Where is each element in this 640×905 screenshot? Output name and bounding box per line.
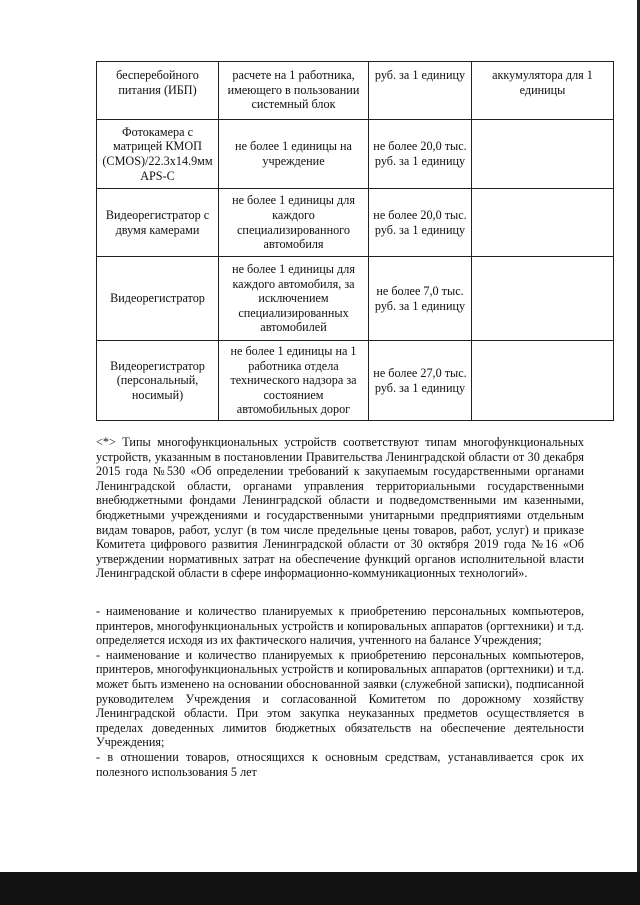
cell-price: не более 7,0 тыс. руб. за 1 единицу (369, 257, 472, 341)
cell-quantity: не более 1 единицы для каждого автомобиля, за исключением специализированных автомобилей (219, 257, 369, 341)
cell-name: Видеорегистратор (персональный, носимый) (97, 341, 219, 421)
table-row (97, 189, 614, 257)
cell-price: не более 20,0 тыс. руб. за 1 единицу (369, 120, 472, 189)
table-row (97, 257, 614, 341)
cell-note (472, 257, 614, 341)
cell-quantity: расчете на 1 работника, имеющего в пользовании системный блок (219, 62, 369, 120)
cell-name: Фотокамера с матрицей КМОП (CMOS)/22.3x14.9мм APS-C (97, 120, 219, 189)
equipment-norms-table (96, 61, 614, 421)
cell-name: Видеорегистратор (97, 257, 219, 341)
footnote-paragraph: <*> Типы многофункциональных устройств соответствуют типам многофункциональных устройств, указанным в постановлении Правительства Ленинградской области от 30 декабря 2015 года №530 «Об определении требований к закупаемым государственными органами Ленинградской области, органами управления территориальными государственными внебюджетными фондами Ленинградской области и подведомственными им казенными, бюджетными учреждениями и государственными унитарными предприятиями отдельным видам товаров, работ, услуг (в том числе предельные цены товаров, работ, услуг) и приказе Комитета цифрового развития Ленинградской области от 30 октября 2019 года №16 «Об утверждении нормативных затрат на обеспечение функций органов исполнительной власти Ленинградской области в сфере информационно-коммуникационных технологий». (96, 435, 584, 581)
cell-price: руб. за 1 единицу (369, 62, 472, 120)
rule-item: - наименование и количество планируемых к приобретению персональных компьютеров, принтеров, многофункциональных устройств и копировальных аппаратов (оргтехники) и т.д. определяется исходя из их фактического наличия, учтенного на балансе Учреждения; (96, 604, 584, 648)
table-row (97, 341, 614, 421)
cell-note (472, 120, 614, 189)
cell-note (472, 341, 614, 421)
procurement-rules (96, 604, 584, 779)
cell-name: Видеорегистратор с двумя камерами (97, 189, 219, 257)
cell-price: не более 27,0 тыс. руб. за 1 единицу (369, 341, 472, 421)
table-row (97, 120, 614, 189)
cell-quantity: не более 1 единицы для каждого специализированного автомобиля (219, 189, 369, 257)
cell-price: не более 20,0 тыс. руб. за 1 единицу (369, 189, 472, 257)
cell-note: аккумулятора для 1 единицы (472, 62, 614, 120)
cell-name: бесперебойного питания (ИБП) (97, 62, 219, 120)
rule-item: - наименование и количество планируемых к приобретению персональных компьютеров, принтеров, многофункциональных устройств и копировальных аппаратов (оргтехники) и т.д. может быть изменено на основании обоснованной заявки (служебной записки), подписанной руководителем Учреждения и согласованной Комитетом по дорожному хозяйству Ленинградской области. При этом закупка неуказанных предметов осуществляется в пределах доведенных лимитов бюджетных обязательств на обеспечение деятельности Учреждения; (96, 647, 584, 750)
cell-quantity: не более 1 единицы на 1 работника отдела технического надзора за состоянием автомобильных дорог (219, 341, 369, 421)
rule-item: - в отношении товаров, относящихся к основным средствам, устанавливается срок их полезного использования 5 лет (96, 749, 584, 779)
cell-note (472, 189, 614, 257)
table-row (97, 62, 614, 120)
cell-quantity: не более 1 единицы на учреждение (219, 120, 369, 189)
scan-bottom-border (0, 872, 640, 905)
